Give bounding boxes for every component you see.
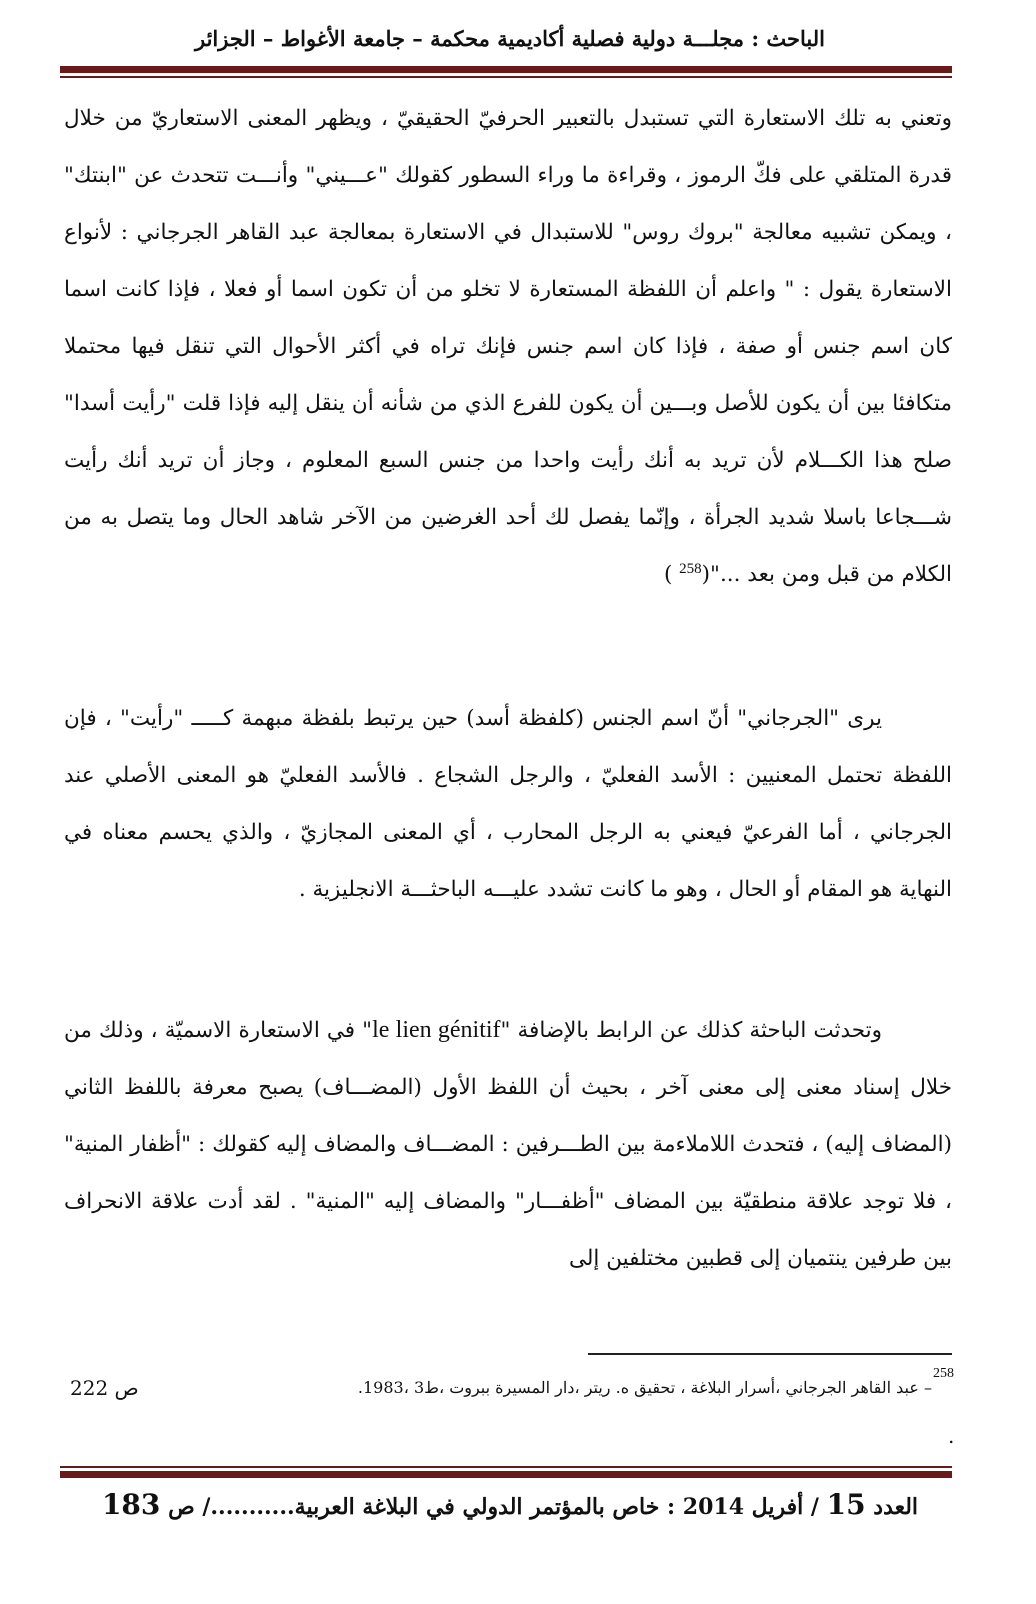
footer-issue-number: 15 <box>826 1488 866 1521</box>
footer-page-label: ص <box>168 1494 195 1520</box>
footnote-number: 258 <box>933 1366 954 1381</box>
footnote-reference[interactable]: 258 <box>679 560 702 577</box>
paragraph-1 <box>64 90 952 603</box>
paragraph-1-close: ) <box>663 562 680 587</box>
footer-rule-thin <box>60 1466 952 1468</box>
footnote-text: – عبد القاهر الجرجاني ،أسرار البلاغة ، تحقيق ه. ريتر ،دار المسيرة ببروت ،ط3 ،1983. <box>357 1378 932 1397</box>
paragraph-2-text: يرى "الجرجاني" أنّ اسم الجنس (كلفظة أسد) حين يرتبط بلفظة مبهمة كـــــ "رأيت" ، فإن اللفظة تحتمل المعنيين : الأسد الفعليّ ، والرجل الشجاع . فالأسد الفعليّ هو المعنى الأصلي عند الجرجاني ، أما الفرعيّ فيعني به الرجل المحارب ، أي المعنى المجازيّ ، والذي يحسم معناه في النهاية هو المقام أو الحال ، وهو ما كانت تشدد عليـــه الباحثـــة الانجليزية . <box>64 706 952 902</box>
paragraph-3 <box>64 1002 952 1287</box>
footnote-separator <box>588 1353 952 1355</box>
journal-footer: العدد 15 / أفريل 2014 : خاص بالمؤتمر الدولي في البلاغة العربية.........../ ص 183 <box>101 1488 919 1521</box>
paragraph-3-rest: " في الاستعارة الاسميّة ، وذلك من خلال إسناد معنى إلى معنى آخر ، بحيث أن اللفظ الأول (المضـــاف) يصبح معرفة باللفظ الثاني (المضاف إليه) ، فتحدث اللاملاءمة بين الطـــرفين : المضـــاف والمضاف إليه كقولك : "أظفار المنية" ، فلا توجد علاقة منطقيّة بين المضاف "أظفـــار" والمضاف إليه "المنية" . لقد أدت علاقة الانحراف بين طرفين ينتميان إلى قطبين مختلفين إلى <box>64 1018 952 1271</box>
footnote-page: ص 222 <box>70 1376 139 1400</box>
footer-rule-thick <box>60 1471 952 1478</box>
footnote <box>64 1366 954 1406</box>
paragraph-3-start: وتحدثت الباحثة كذلك عن الرابط بالإضافة " <box>500 1018 883 1043</box>
footer-issue-label: العدد <box>873 1494 919 1520</box>
paragraph-2 <box>64 690 952 918</box>
header-rule-thin <box>60 76 952 78</box>
journal-header: الباحث : مجلـــة دولية فصلية أكاديمية محكمة – جامعة الأغواط – الجزائر <box>194 26 826 51</box>
header-rule-thick <box>60 66 952 73</box>
footer-page-number: 183 <box>101 1488 161 1521</box>
footer-date: أفريل 2014 <box>682 1494 804 1520</box>
paragraph-1-text: وتعني به تلك الاستعارة التي تستبدل بالتعبير الحرفيّ الحقيقيّ ، ويظهر المعنى الاستعاريّ من خلال قدرة المتلقي على فكّ الرموز ، وقراءة ما وراء السطور كقولك "عـــيني" وأنـــت تتحدث عن "ابنتك" ، ويمكن تشبيه معالجة "بروك روس" للاستبدال في الاستعارة بمعالجة عبد القاهر الجرجاني : لأنواع الاستعارة يقول : " واعلم أن اللفظة المستعارة لا تخلو من أن تكون اسما أو فعلا ، فإذا كانت اسما كان اسم جنس أو صفة ، فإذا كان اسم جنس فإنك تراه في أكثر الأحوال التي تنقل فيها محتملا متكافئا بين أن يكون للأصل وبـــين أن يكون للفرع الذي من شأنه أن ينقل إليه فإذا قلت "رأيت أسدا" صلح هذا الكـــلام لأن تريد به أنك رأيت واحدا من جنس السبع المعلوم ، وجاز أن تريد أنك رأيت شـــجاعا باسلا شديد الجرأة ، وإنّما يفصل لك أحد الغرضين من الآخر شاهد الحال وما يتصل به من الكلام من قبل ومن بعد ..."( <box>64 106 953 587</box>
footnote-trailing-dot: . <box>948 1424 955 1448</box>
latin-term: le lien génitif <box>372 1017 501 1043</box>
footer-conference: : خاص بالمؤتمر الدولي في البلاغة العربية.........../ <box>202 1494 676 1520</box>
